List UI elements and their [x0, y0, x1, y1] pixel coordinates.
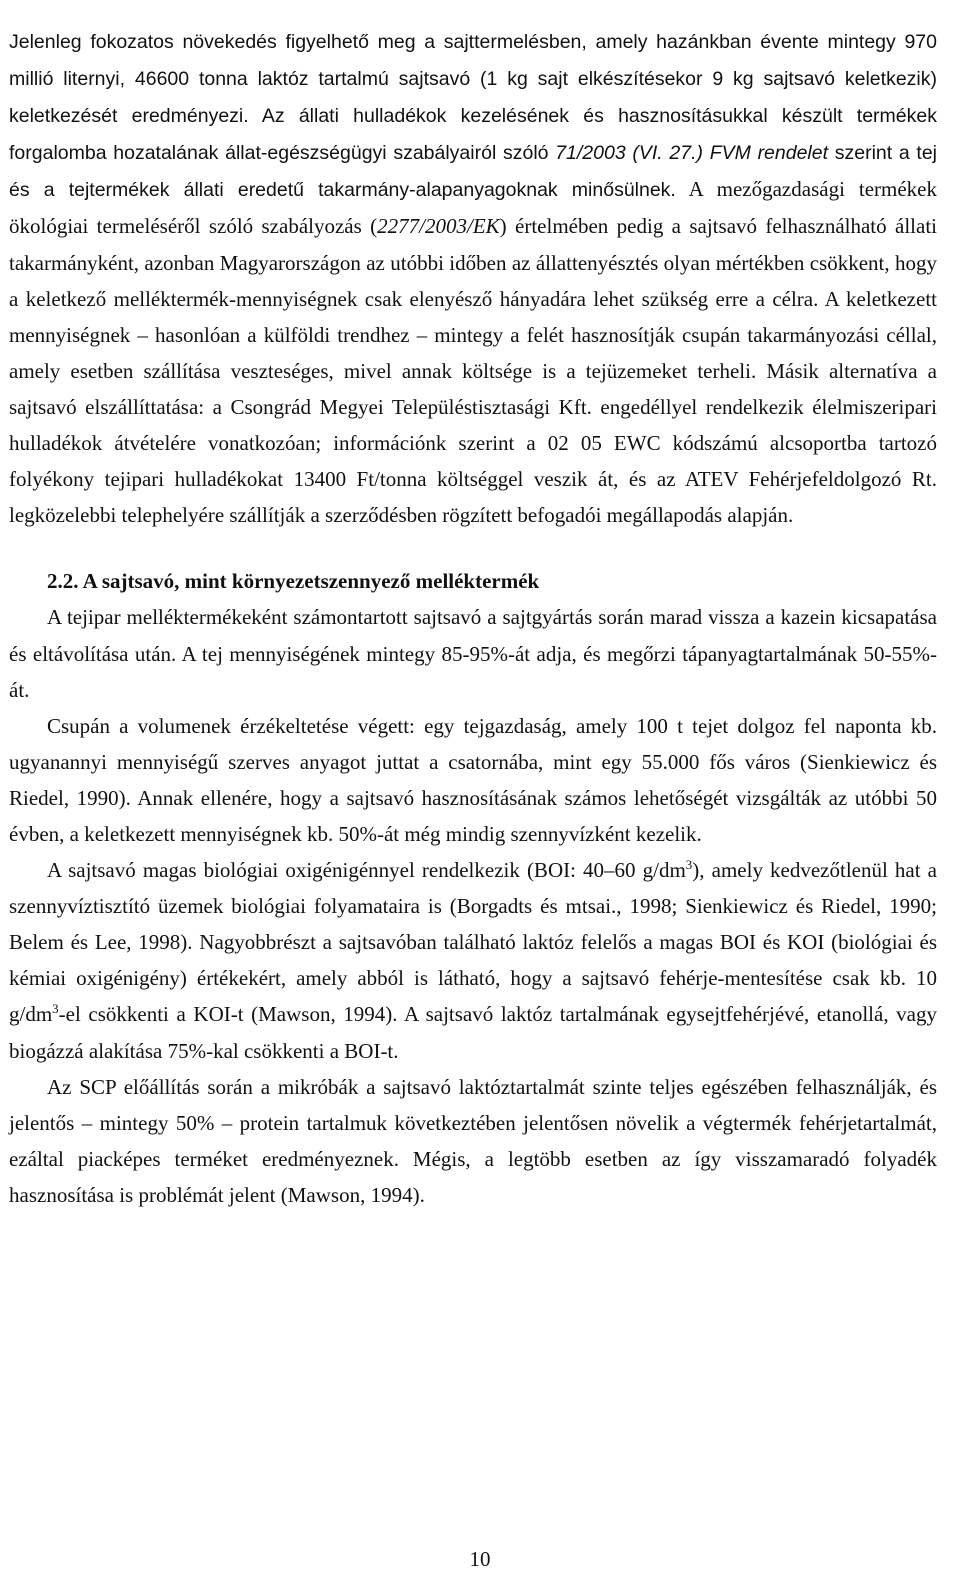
superscript: 3 [685, 857, 693, 873]
paragraph-whey-production [9, 23, 937, 533]
paragraph-text-sans: Jelenleg fokozatos növekedés figyelhető meg a sajttermelésben, amely hazánkban évente mintegy 970 millió liternyi, 46600 tonna laktóz tartalmú sajtsavó (1 kg sajt elkészítésekor 9 kg sajtsavó keletkezik) keletkezését eredményezi. Az állati hulladékok kezelésének és hasznosításukkal készült termékek forgalomba hozatalának állat-egészségügyi szabályairól szóló [9, 31, 937, 165]
document-page [9, 23, 937, 1213]
paragraph-text-continued: ), amely kedvezőtlenül hat a szennyvíztisztító üzemek biológiai folyamataira is (Borgadts és mtsai., 1998; Sienkiewicz és Riedel, 1990; Belem és Lee, 1998). Nagyobbrészt a sajtsavóban található laktóz felelős a magas BOI és KOI (biológiai és kémiai oxigénigény) értékekért, amely abból is látható, hogy a sajtsavó fehérje-mentesítése csak kb. 10 g/dm [9, 858, 937, 1027]
paragraph-volume-example: Csupán a volumenek érzékeltetése végett: egy tejgazdaság, amely 100 t tejet dolgoz fel naponta kb. ugyanannyi mennyiségű szerves anyagot juttat a csatornába, mint egy 55.000 fős város (Sienkiewicz és Riedel, 1990). Annak ellenére, hogy a sajtsavó hasznosításának számos lehetőségét vizsgálták az utóbbi 50 évben, a keletkezett mennyiségnek kb. 50%-át még mindig szennyvízként kezelik. [9, 713, 937, 846]
eu-regulation-reference: 2277/2003/EK [377, 214, 500, 239]
superscript: 3 [52, 1001, 59, 1017]
section-heading: 2.2. A sajtsavó, mint környezetszennyező melléktermék [47, 569, 540, 594]
paragraph-text-continued: ) értelmében pedig a sajtsavó felhasználható állati takarmányként, azonban Magyarországon az utóbbi időben az állattenyésztés olyan mértékben csökkent, hogy a keletkező melléktermék-mennyiségnek csak elenyésző hányadára lehet szükség erre a célra. A keletkezett mennyiségnek – hasonlóan a külföldi trendhez – mintegy a felét hasznosítják csupán takarmányozási céllal, amely esetben szállítása veszteséges, mivel annak költsége is a tejüzemeket terheli. Másik alternatíva a sajtsavó elszállíttatása: a Csongrád Megyei Településtisztasági Kft. engedéllyel rendelkezik élelmiszeripari hulladékok átvételére vonatkozóan; információnk szerint a 02 05 EWC kódszámú alcsoportba tartozó folyékony tejipari hulladékokat 13400 Ft/tonna költséggel veszik át, és az ATEV Fehérjefeldolgozó Rt. legközelebbi telephelyére szállítják a szerződésben rögzített befogadói megállapodás alapján. [9, 214, 937, 528]
paragraph-text-end: -el csökkenti a KOI-t (Mawson, 1994). A sajtsavó laktóz tartalmának egysejtfehérjévé, etanollá, vagy biogázzá alakítása 75%-kal csökkenti a BOI-t. [9, 1002, 937, 1063]
paragraph-text-sans-tail: szerint a tej és a tejtermékek állati eredetű takarmány-alapanyagoknak minősülnek. [9, 142, 938, 202]
regulation-reference: 71/2003 (VI. 27.) FVM rendelet [555, 142, 829, 165]
paragraph-whey-definition [9, 599, 937, 707]
paragraph-bod [9, 852, 937, 1069]
paragraph-scp: Az SCP előállítás során a mikróbák a sajtsavó laktóztartalmát szinte teljes egészében felhasználják, és jelentős – mintegy 50% – protein tartalmuk következtében jelentősen növelik a végtermék fehérjetartalmát, ezáltal piacképes terméket eredményeznek. Mégis, a legtöbb esetben az így visszamaradó folyadék hasznosítása is problémát jelent (Mawson, 1994). [9, 1074, 937, 1207]
paragraph-text: A mezőgazdasági termékek ökológiai termeléséről szóló szabályozás ( [9, 177, 937, 239]
page-number: 10 [469, 1547, 491, 1571]
paragraph-text: A tejipar melléktermékeként számontartott sajtsavó a sajtgyártás során marad vissza a kazein kicsapatása és eltávolítása után. A tej mennyiségének mintegy 85-95%-át adja, és megőrzi tápanyagtartalmának 50-55%-át. [9, 605, 937, 702]
paragraph-text: A sajtsavó magas biológiai oxigénigénnyel rendelkezik (BOI: 40–60 g/dm [47, 858, 686, 883]
